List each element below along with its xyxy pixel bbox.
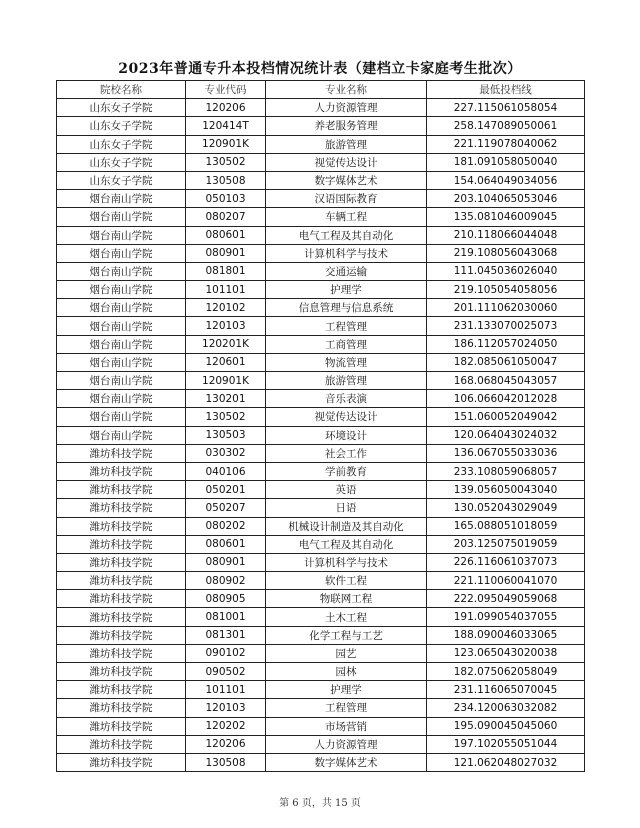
min-score-cell: 227.115061058054 — [427, 99, 585, 117]
school-name-cell: 潍坊科技学院 — [57, 717, 186, 735]
min-score-cell: 203.125075019059 — [427, 535, 585, 553]
major-name-cell: 数字媒体艺术 — [266, 171, 427, 189]
table-row — [57, 553, 585, 571]
table-row — [57, 281, 585, 299]
min-score-cell: 151.060052049042 — [427, 408, 585, 426]
min-score-cell: 231.133070025073 — [427, 317, 585, 335]
school-name-cell: 潍坊科技学院 — [57, 663, 186, 681]
min-score-cell: 231.116065070045 — [427, 681, 585, 699]
min-score-cell: 182.085061050047 — [427, 353, 585, 371]
header-min-score: 最低投档线 — [427, 81, 585, 99]
min-score-cell: 165.088051018059 — [427, 517, 585, 535]
document-title: 2023年普通专升本投档情况统计表（建档立卡家庭考生批次） — [118, 61, 522, 77]
table-row — [57, 517, 585, 535]
school-name-cell: 潍坊科技学院 — [57, 572, 186, 590]
major-name-cell: 物流管理 — [266, 353, 427, 371]
major-code-cell: 101101 — [186, 681, 266, 699]
major-code-cell: 080901 — [186, 553, 266, 571]
major-code-cell: 080202 — [186, 517, 266, 535]
table-row — [57, 444, 585, 462]
major-code-cell: 090102 — [186, 644, 266, 662]
school-name-cell: 烟台南山学院 — [57, 226, 186, 244]
min-score-cell: 135.081046009045 — [427, 208, 585, 226]
major-name-cell: 化学工程与工艺 — [266, 626, 427, 644]
school-name-cell: 山东女子学院 — [57, 117, 186, 135]
major-name-cell: 机械设计制造及其自动化 — [266, 517, 427, 535]
table-row — [57, 208, 585, 226]
major-name-cell: 市场营销 — [266, 717, 427, 735]
major-name-cell: 环境设计 — [266, 426, 427, 444]
school-name-cell: 山东女子学院 — [57, 135, 186, 153]
min-score-cell: 111.045036026040 — [427, 262, 585, 280]
major-code-cell: 050207 — [186, 499, 266, 517]
table-row — [57, 699, 585, 717]
school-name-cell: 烟台南山学院 — [57, 353, 186, 371]
min-score-cell: 234.120063032082 — [427, 699, 585, 717]
min-score-cell: 191.099054037055 — [427, 608, 585, 626]
major-name-cell: 视觉传达设计 — [266, 153, 427, 171]
school-name-cell: 潍坊科技学院 — [57, 535, 186, 553]
major-name-cell: 英语 — [266, 481, 427, 499]
major-code-cell: 120901K — [186, 135, 266, 153]
table-row — [57, 262, 585, 280]
school-name-cell: 潍坊科技学院 — [57, 499, 186, 517]
header-school-name: 院校名称 — [57, 81, 186, 99]
page-number: 第 6 页，共 15 页 — [279, 798, 361, 809]
min-score-cell: 203.104065053046 — [427, 190, 585, 208]
major-code-cell: 050103 — [186, 190, 266, 208]
table-row — [57, 353, 585, 371]
table-row — [57, 644, 585, 662]
school-name-cell: 潍坊科技学院 — [57, 753, 186, 771]
table-row — [57, 335, 585, 353]
major-code-cell: 120206 — [186, 99, 266, 117]
major-code-cell: 130502 — [186, 153, 266, 171]
major-name-cell: 物联网工程 — [266, 590, 427, 608]
major-name-cell: 电气工程及其自动化 — [266, 226, 427, 244]
min-score-cell: 221.119078040062 — [427, 135, 585, 153]
major-code-cell: 030302 — [186, 444, 266, 462]
school-name-cell: 潍坊科技学院 — [57, 553, 186, 571]
major-name-cell: 工商管理 — [266, 335, 427, 353]
table-row — [57, 535, 585, 553]
major-name-cell: 人力资源管理 — [266, 99, 427, 117]
school-name-cell: 烟台南山学院 — [57, 208, 186, 226]
major-code-cell: 050201 — [186, 481, 266, 499]
major-name-cell: 土木工程 — [266, 608, 427, 626]
major-code-cell: 081001 — [186, 608, 266, 626]
major-code-cell: 040106 — [186, 462, 266, 480]
table-row — [57, 153, 585, 171]
school-name-cell: 山东女子学院 — [57, 153, 186, 171]
school-name-cell: 潍坊科技学院 — [57, 608, 186, 626]
min-score-cell: 186.112057024050 — [427, 335, 585, 353]
school-name-cell: 烟台南山学院 — [57, 244, 186, 262]
min-score-cell: 181.091058050040 — [427, 153, 585, 171]
min-score-cell: 201.111062030060 — [427, 299, 585, 317]
school-name-cell: 烟台南山学院 — [57, 281, 186, 299]
major-name-cell: 护理学 — [266, 681, 427, 699]
major-code-cell: 120103 — [186, 317, 266, 335]
table-row — [57, 226, 585, 244]
major-name-cell: 软件工程 — [266, 572, 427, 590]
header-major-name: 专业名称 — [266, 81, 427, 99]
table-row — [57, 681, 585, 699]
major-name-cell: 养老服务管理 — [266, 117, 427, 135]
table-row — [57, 626, 585, 644]
school-name-cell: 烟台南山学院 — [57, 190, 186, 208]
school-name-cell: 潍坊科技学院 — [57, 644, 186, 662]
min-score-cell: 188.090046033065 — [427, 626, 585, 644]
min-score-cell: 197.102055051044 — [427, 735, 585, 753]
major-name-cell: 旅游管理 — [266, 372, 427, 390]
major-name-cell: 汉语国际教育 — [266, 190, 427, 208]
min-score-cell: 210.118066044048 — [427, 226, 585, 244]
major-name-cell: 护理学 — [266, 281, 427, 299]
major-name-cell: 视觉传达设计 — [266, 408, 427, 426]
school-name-cell: 烟台南山学院 — [57, 426, 186, 444]
major-code-cell: 120414T — [186, 117, 266, 135]
table-row — [57, 499, 585, 517]
major-name-cell: 音乐表演 — [266, 390, 427, 408]
min-score-cell: 219.105054058056 — [427, 281, 585, 299]
school-name-cell: 烟台南山学院 — [57, 408, 186, 426]
table-row — [57, 663, 585, 681]
major-code-cell: 120103 — [186, 699, 266, 717]
major-code-cell: 081801 — [186, 262, 266, 280]
min-score-cell: 226.116061037073 — [427, 553, 585, 571]
table-row — [57, 171, 585, 189]
major-name-cell: 园艺 — [266, 644, 427, 662]
table-row — [57, 408, 585, 426]
school-name-cell: 潍坊科技学院 — [57, 626, 186, 644]
school-name-cell: 烟台南山学院 — [57, 262, 186, 280]
major-name-cell: 计算机科学与技术 — [266, 244, 427, 262]
major-code-cell: 090502 — [186, 663, 266, 681]
min-score-cell: 182.075062058049 — [427, 663, 585, 681]
min-score-cell: 130.052043029049 — [427, 499, 585, 517]
table-row — [57, 244, 585, 262]
min-score-cell: 195.090045045060 — [427, 717, 585, 735]
major-code-cell: 120901K — [186, 372, 266, 390]
major-code-cell: 080601 — [186, 226, 266, 244]
table-row — [57, 372, 585, 390]
table-row — [57, 317, 585, 335]
min-score-cell: 136.067055033036 — [427, 444, 585, 462]
min-score-cell: 106.066042012028 — [427, 390, 585, 408]
table-row — [57, 299, 585, 317]
major-code-cell: 130201 — [186, 390, 266, 408]
table-row — [57, 99, 585, 117]
school-name-cell: 烟台南山学院 — [57, 335, 186, 353]
major-name-cell: 电气工程及其自动化 — [266, 535, 427, 553]
major-name-cell: 日语 — [266, 499, 427, 517]
table-body — [57, 99, 585, 772]
school-name-cell: 烟台南山学院 — [57, 299, 186, 317]
min-score-cell: 219.108056043068 — [427, 244, 585, 262]
min-score-cell: 221.110060041070 — [427, 572, 585, 590]
school-name-cell: 潍坊科技学院 — [57, 735, 186, 753]
major-code-cell: 080601 — [186, 535, 266, 553]
major-name-cell: 计算机科学与技术 — [266, 553, 427, 571]
major-name-cell: 信息管理与信息系统 — [266, 299, 427, 317]
school-name-cell: 潍坊科技学院 — [57, 444, 186, 462]
min-score-cell: 123.065043020038 — [427, 644, 585, 662]
table-row — [57, 572, 585, 590]
school-name-cell: 山东女子学院 — [57, 99, 186, 117]
min-score-cell: 121.062048027032 — [427, 753, 585, 771]
major-name-cell: 人力资源管理 — [266, 735, 427, 753]
table-row — [57, 190, 585, 208]
major-code-cell: 130508 — [186, 753, 266, 771]
major-name-cell: 车辆工程 — [266, 208, 427, 226]
school-name-cell: 潍坊科技学院 — [57, 590, 186, 608]
min-score-cell: 222.095049059068 — [427, 590, 585, 608]
major-code-cell: 101101 — [186, 281, 266, 299]
major-name-cell: 数字媒体艺术 — [266, 753, 427, 771]
min-score-cell: 258.147089050061 — [427, 117, 585, 135]
major-code-cell: 080905 — [186, 590, 266, 608]
table-row — [57, 735, 585, 753]
major-code-cell: 130508 — [186, 171, 266, 189]
table-row — [57, 608, 585, 626]
table-row — [57, 481, 585, 499]
table-row — [57, 753, 585, 771]
table-row — [57, 390, 585, 408]
major-code-cell: 130502 — [186, 408, 266, 426]
school-name-cell: 潍坊科技学院 — [57, 517, 186, 535]
table-row — [57, 590, 585, 608]
major-name-cell: 学前教育 — [266, 462, 427, 480]
admission-statistics-table — [56, 80, 585, 772]
major-code-cell: 081301 — [186, 626, 266, 644]
table-header-row — [57, 81, 585, 99]
header-major-code: 专业代码 — [186, 81, 266, 99]
school-name-cell: 潍坊科技学院 — [57, 462, 186, 480]
major-name-cell: 工程管理 — [266, 699, 427, 717]
major-name-cell: 社会工作 — [266, 444, 427, 462]
major-code-cell: 080901 — [186, 244, 266, 262]
min-score-cell: 233.108059068057 — [427, 462, 585, 480]
min-score-cell: 168.068045043057 — [427, 372, 585, 390]
major-code-cell: 120202 — [186, 717, 266, 735]
table-row — [57, 717, 585, 735]
table-row — [57, 135, 585, 153]
major-name-cell: 交通运输 — [266, 262, 427, 280]
min-score-cell: 120.064043024032 — [427, 426, 585, 444]
school-name-cell: 山东女子学院 — [57, 171, 186, 189]
major-name-cell: 园林 — [266, 663, 427, 681]
major-name-cell: 工程管理 — [266, 317, 427, 335]
major-code-cell: 080207 — [186, 208, 266, 226]
school-name-cell: 潍坊科技学院 — [57, 699, 186, 717]
major-code-cell: 120102 — [186, 299, 266, 317]
major-code-cell: 130503 — [186, 426, 266, 444]
table-row — [57, 462, 585, 480]
major-code-cell: 080902 — [186, 572, 266, 590]
major-code-cell: 120206 — [186, 735, 266, 753]
school-name-cell: 烟台南山学院 — [57, 390, 186, 408]
min-score-cell: 139.056050043040 — [427, 481, 585, 499]
major-code-cell: 120201K — [186, 335, 266, 353]
table-row — [57, 426, 585, 444]
school-name-cell: 潍坊科技学院 — [57, 681, 186, 699]
school-name-cell: 烟台南山学院 — [57, 317, 186, 335]
min-score-cell: 154.064049034056 — [427, 171, 585, 189]
major-code-cell: 120601 — [186, 353, 266, 371]
table-row — [57, 117, 585, 135]
school-name-cell: 烟台南山学院 — [57, 372, 186, 390]
school-name-cell: 潍坊科技学院 — [57, 481, 186, 499]
major-name-cell: 旅游管理 — [266, 135, 427, 153]
